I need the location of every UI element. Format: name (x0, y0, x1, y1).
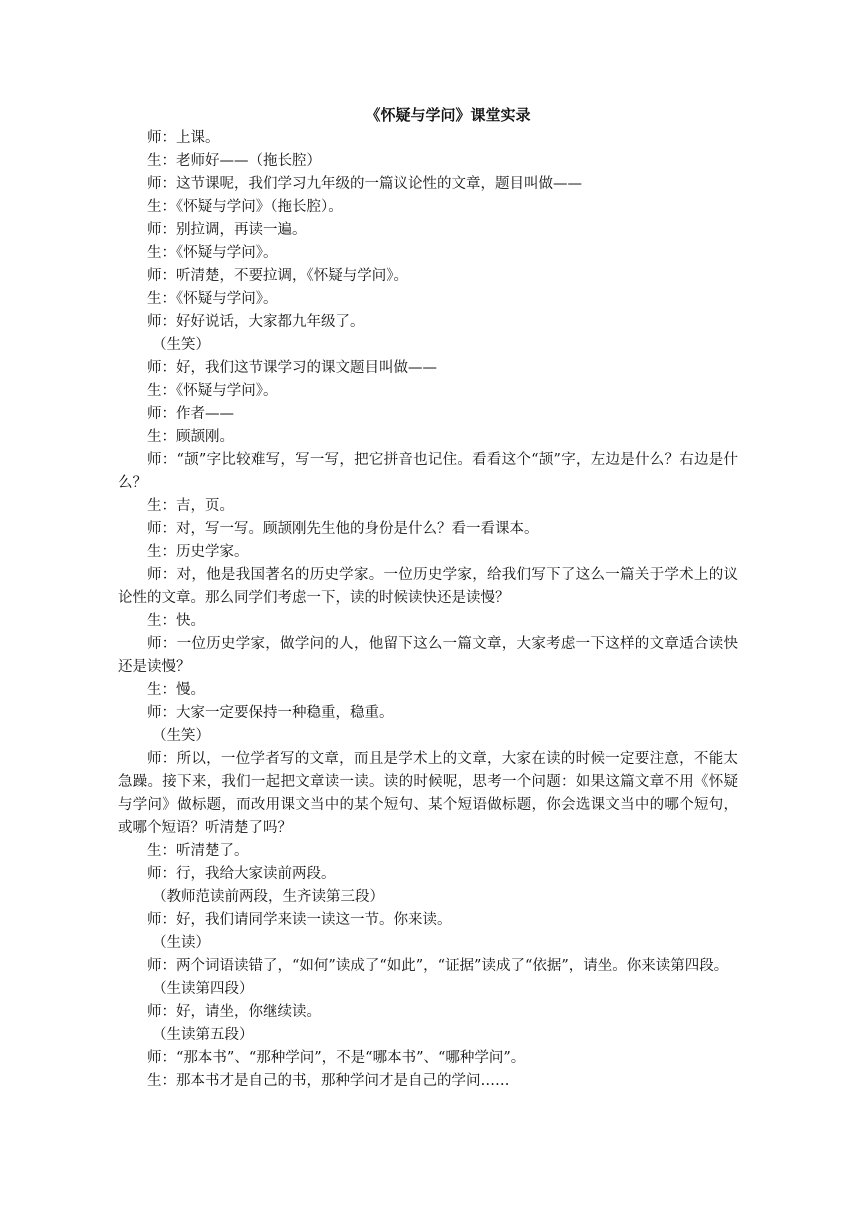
dialogue-line: 生：《怀疑与学问》。 (147, 383, 278, 399)
stage-note: （生读第四段） (152, 981, 254, 997)
dialogue-line: 生：老师好——（拖长腔） (147, 153, 321, 169)
stage-note: （教师范读前两段，生齐读第三段） (152, 889, 385, 905)
dialogue-line: 师：好好说话，大家都九年级了。 (147, 314, 365, 330)
dialogue-line: 师：一位历史学家，做学问的人，他留下这么一篇文章，大家考虑一下这样的文章适合读快还是读慢？ (118, 636, 738, 675)
dialogue-line: 生：《怀疑与学问》（拖长腔）。 (147, 199, 343, 215)
dialogue-line: 生：顾颉刚。 (147, 429, 234, 445)
dialogue-line: 师：“颉”字比较难写，写一写，把它拼音也记住。看看这个“颉”字，左边是什么？右边是什么？ (118, 452, 738, 491)
stage-note: （生笑） (152, 337, 211, 353)
dialogue-line: 生：《怀疑与学问》。 (147, 245, 278, 261)
dialogue-line: 师：大家一定要保持一种稳重，稳重。 (147, 705, 394, 721)
dialogue-line: 生：快。 (147, 613, 205, 629)
dialogue-line: 师：这节课呢，我们学习九年级的一篇议论性的文章，题目叫做—— (147, 176, 582, 192)
document-title: 《怀疑与学问》课堂实录 (365, 106, 531, 124)
dialogue-line: 师：行，我给大家读前两段。 (147, 866, 336, 882)
dialogue-line: 师：好，请坐，你继续读。 (147, 1004, 321, 1020)
dialogue-line: 师：好，我们这节课学习的课文题目叫做—— (147, 360, 437, 376)
paragraph-list (118, 127, 738, 1093)
dialogue-line: 师：两个词语读错了，“如何”读成了“如此”，“证据”读成了“依据”，请坐。你来读第四段。 (147, 958, 729, 974)
dialogue-line: 师：所以，一位学者写的文章，而且是学术上的文章，大家在读的时候一定要注意，不能太急躁。接下来，我们一起把文章读一读。读的时候呢，思考一个问题：如果这篇文章不用《怀疑与学问》做标题，而改用课文当中的某个短句、某个短语做标题，你会选课文当中的哪个短句，或哪个短语？听清楚了吗？ (118, 751, 738, 836)
dialogue-line: 师：上课。 (147, 130, 220, 146)
document-content (118, 104, 738, 1093)
dialogue-line: 生：《怀疑与学问》。 (147, 291, 278, 307)
dialogue-line: 生：慢。 (147, 682, 205, 698)
stage-note: （生读第五段） (152, 1027, 254, 1043)
stage-note: （生读） (152, 935, 211, 951)
dialogue-line: 生：吉，页。 (147, 498, 234, 514)
dialogue-line: 师：作者—— (147, 406, 234, 422)
dialogue-line: 师：好，我们请同学来读一读这一节。你来读。 (147, 912, 452, 928)
dialogue-line: 师：听清楚，不要拉调，《怀疑与学问》。 (147, 268, 408, 284)
stage-note: （生笑） (152, 728, 211, 744)
dialogue-line: 师：对，写一写。顾颉刚先生他的身份是什么？看一看课本。 (147, 521, 539, 537)
dialogue-line: 生：历史学家。 (147, 544, 249, 560)
dialogue-line: 师：对，他是我国著名的历史学家。一位历史学家，给我们写下了这么一篇关于学术上的议论性的文章。那么同学们考虑一下，读的时候读快还是读慢？ (118, 567, 738, 606)
dialogue-line: 师：别拉调，再读一遍。 (147, 222, 307, 238)
dialogue-line: 师：“那本书”、“那种学问”，不是“哪本书”、“哪种学问”。 (147, 1050, 526, 1066)
dialogue-line: 生：那本书才是自己的书，那种学问才是自己的学问…… (147, 1073, 510, 1089)
dialogue-line: 生：听清楚了。 (147, 843, 249, 859)
